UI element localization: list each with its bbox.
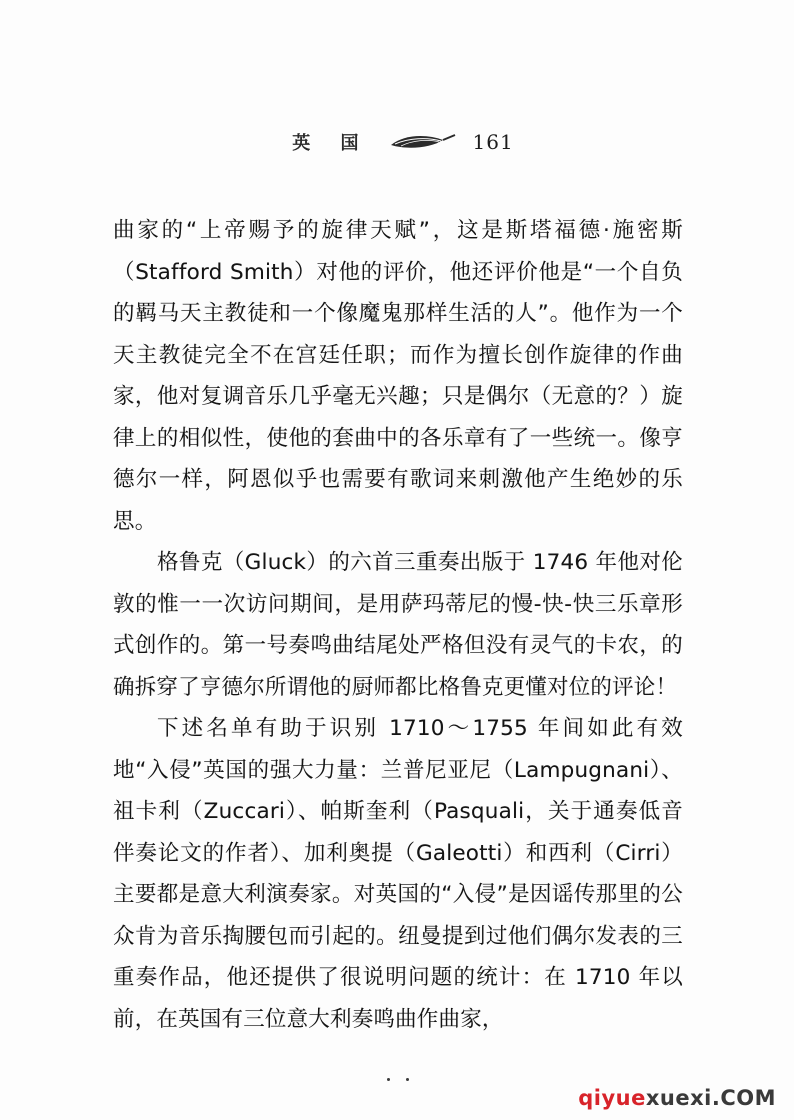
running-head-title: 英 国: [292, 133, 371, 154]
watermark-dark-text: xuexi.COM: [645, 1086, 776, 1110]
page-header: [0, 122, 794, 162]
paragraph-2: 格鲁克（Gluck）的六首三重奏出版于 1746 年他对伦敦的惟一一次访问期间，是用萨玛蒂尼的慢-快-快三乐章形式创作的。第一号奏鸣曲结尾处严格但没有灵气的卡农，的确拆穿了亨德尔所谓他的厨师都比格鲁克更懂对位的评论！: [113, 550, 683, 700]
page-header-inner: [280, 129, 513, 155]
leaf-ornament-icon: [387, 132, 457, 152]
footer-dot-1: [387, 1078, 390, 1081]
watermark-red-text: qiyue: [578, 1086, 646, 1110]
paragraph-1: 曲家的“上帝赐予的旋律天赋”，这是斯塔福德·施密斯（Stafford Smith）对他的评价，他还评价他是“一个自负的羁马天主教徒和一个像魔鬼那样生活的人”。他作为一个天主教徒完全不在宫廷任职；而作为擅长创作旋律的作曲家，他对复调音乐几乎毫无兴趣；只是偶尔（无意的？）旋律上的相似性，使他的套曲中的各乐章有了一些统一。像亨德尔一样，阿恩似乎也需要有歌词来刺激他产生绝妙的乐思。: [113, 218, 683, 534]
paragraph-3: 下述名单有助于识别 1710～1755 年间如此有效地“入侵”英国的强大力量：兰普尼亚尼（Lampugnani）、祖卡利（Zuccari）、帕斯奎利（Pasquali，关于通奏低音伴奏论文的作者）、加利奥提（Galeotti）和西利（Cirri）主要都是意大利演奏家。对英国的“入侵”是因谣传那里的公众肯为音乐掏腰包而引起的。纽曼提到过他们偶尔发表的三重奏作品，他还提供了很说明问题的统计：在 1710 年以前，在英国有三位意大利奏鸣曲作曲家，: [113, 716, 683, 1032]
site-watermark: [578, 1086, 776, 1110]
footer-ornament-dots: [358, 1073, 438, 1085]
page-number: 161: [472, 130, 514, 154]
footer-dot-2: [406, 1078, 409, 1081]
page-body: [113, 210, 683, 1040]
